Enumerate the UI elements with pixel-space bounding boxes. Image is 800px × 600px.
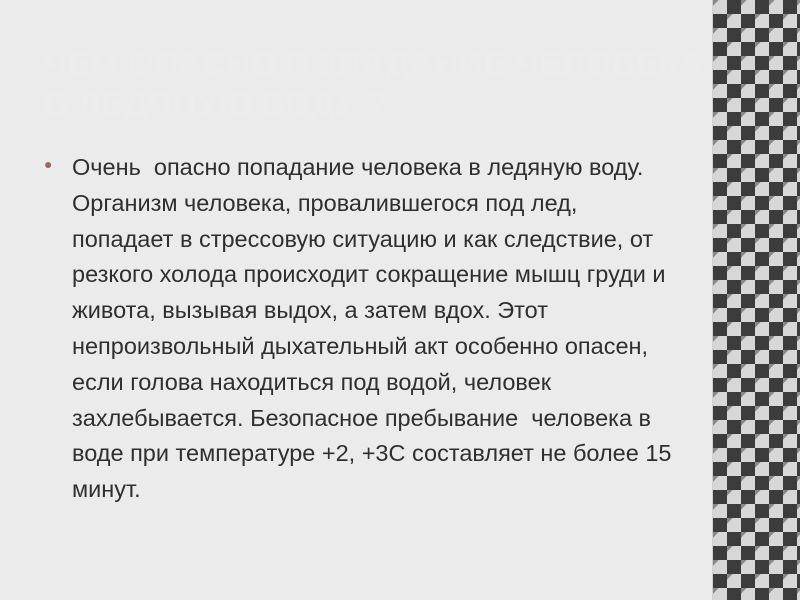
slide-title: ЧЕМ ОПАСНО ПОПАДАНИЕ ЧЕЛОВЕКА В ЛЕДЯНУЮ ВОДУ ? [44,45,704,122]
bullet-item [44,150,684,508]
decorative-pattern-strip [712,0,800,600]
bullet-text: Очень опасно попадание человека в ледяную воду. Организм человека, провалившегося под лед, попадает в стрессовую ситуацию и как следствие, от резкого холода происходит сокращение мышц груди и живота, вызывая выдох, а затем вдох. Этот непроизвольный дыхательный акт особенно опасен, если голова находиться под водой, человек захлебывается. Безопасное пребывание человека в воде при температуре +2, +3С составляет не более 15 минут. [72,154,679,503]
bullet-point-icon: ● [44,158,53,173]
bullet-list [44,150,684,508]
